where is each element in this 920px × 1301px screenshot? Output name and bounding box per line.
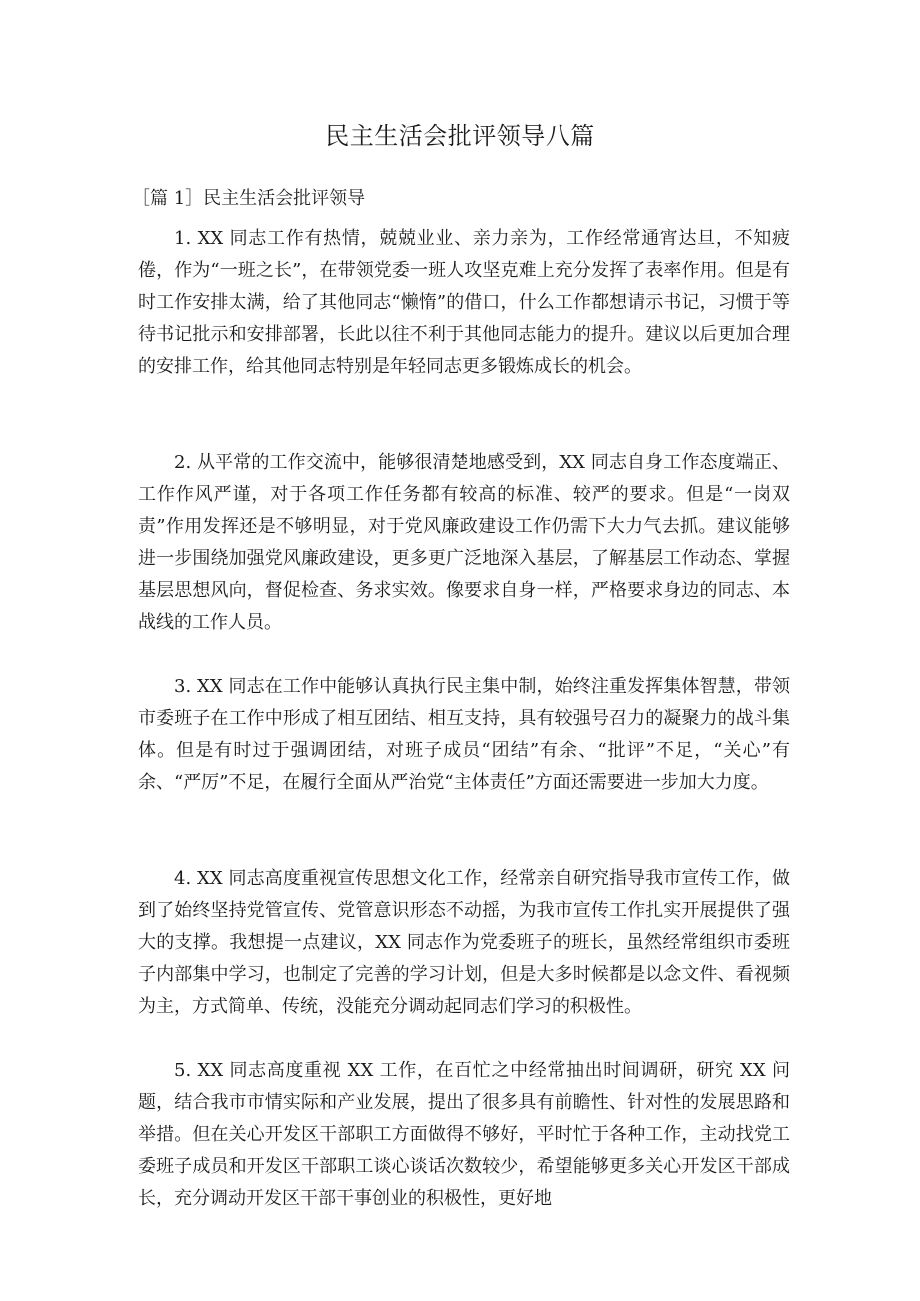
section-heading: ［篇 1］民主生活会批评领导 (132, 188, 366, 209)
document-title: 民主生活会批评领导八篇 (325, 122, 595, 150)
paragraph-5: 5. XX 同志高度重视 XX 工作，在百忙之中经常抽出时间调研，研究 XX 问题，结合我市市情实际和产业发展，提出了很多具有前瞻性、针对性的发展思路和举措。但在关心开发区干部职工方面做得不够好，平时忙于各种工作，主动找党工委班子成员和开发区干部职工谈心谈话次数较少，希望能够更多关心开发区干部成长，充分调动开发区干部干事创业的积极性，更好地 (138, 1060, 790, 1209)
paragraph-1: 1. XX 同志工作有热情，兢兢业业、亲力亲为，工作经常通宵达旦，不知疲倦，作为“一班之长”，在带领党委一班人攻坚克难上充分发挥了表率作用。但是有时工作安排太满，给了其他同志“懒惰”的借口，什么工作都想请示书记，习惯于等待书记批示和安排部署，长此以往不利于其他同志能力的提升。建议以后更加合理的安排工作，给其他同志特别是年轻同志更多锻炼成长的机会。 (138, 228, 790, 377)
paragraph-4: 4. XX 同志高度重视宣传思想文化工作，经常亲自研究指导我市宣传工作，做到了始终坚持党管宣传、党管意识形态不动摇，为我市宣传工作扎实开展提供了强大的支撑。我想提一点建议，XX 同志作为党委班子的班长，虽然经常组织市委班子内部集中学习，也制定了完善的学习计划，但是大多时候都是以念文件、看视频为主，方式简单、传统，没能充分调动起同志们学习的积极性。 (138, 868, 790, 1017)
document-body (132, 183, 790, 1215)
paragraph-3: 3. XX 同志在工作中能够认真执行民主集中制，始终注重发挥集体智慧，带领市委班子在工作中形成了相互团结、相互支持，具有较强号召力的凝聚力的战斗集体。但是有时过于强调团结，对班子成员“团结”有余、“批评”不足，“关心”有余、“严厉”不足，在履行全面从严治党“主体责任”方面还需要进一步加大力度。 (138, 676, 790, 793)
paragraph-2: 2. 从平常的工作交流中，能够很清楚地感受到，XX 同志自身工作态度端正、工作作风严谨，对于各项工作任务都有较高的标准、较严的要求。但是“一岗双责”作用发挥还是不够明显，对于党风廉政建设工作仍需下大力气去抓。建议能够进一步围绕加强党风廉政建设，更多更广泛地深入基层，了解基层工作动态、掌握基层思想风向，督促检查、务求实效。像要求自身一样，严格要求身边的同志、本战线的工作人员。 (138, 452, 790, 633)
